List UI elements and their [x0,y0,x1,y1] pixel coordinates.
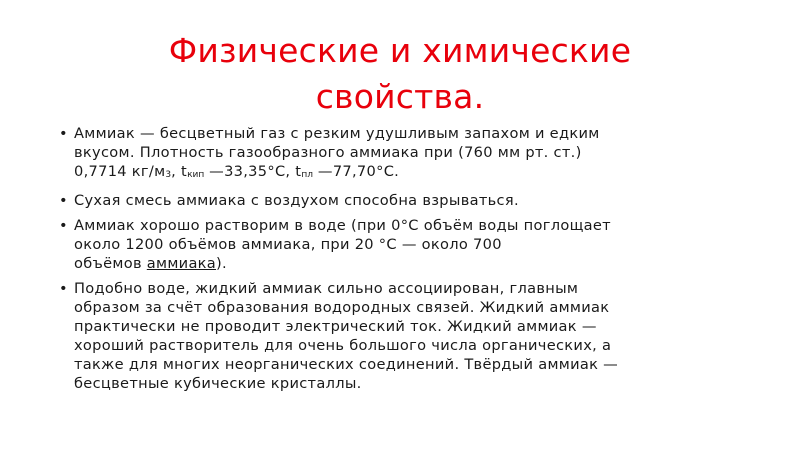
bullet-marker: • [59,192,68,209]
bullet-text-line [74,254,748,273]
bullet-text-line: бесцветные кубические кристаллы. [74,375,362,392]
bullet-marker: • [59,280,68,297]
melting-value: —77,70°C. [312,163,400,180]
melting-subscript: пл [301,170,313,180]
boiling-value: —33,35°C, t [204,163,302,180]
bullet-text-line: вкусом. Плотность газообразного аммиака при (760 мм рт. ст.) [74,144,582,161]
bullet-item-explosive [58,191,748,210]
slide-title [60,28,740,120]
bullet-marker: • [59,125,68,142]
bullet-text-line [74,162,748,185]
closing-paren: ). [216,255,227,272]
boiling-subscript: кип [187,170,205,180]
bullet-item-solubility [58,216,748,273]
bullet-text-line: около 1200 объёмов аммиака, при 20 °C — около 700 [74,236,502,253]
ammonia-link[interactable]: аммиака [146,255,217,272]
bullet-item-liquid-ammonia [58,279,748,393]
bullet-text-line: Сухая смесь аммиака с воздухом способна взрываться. [74,192,519,209]
bullet-list [58,124,748,399]
bullet-text-line: хороший растворитель для очень большого числа органических, а [74,337,612,354]
unit-subscript: 3 [165,170,172,180]
boiling-label: , t [171,163,188,180]
bullet-text-line: образом за счёт образования водородных связей. Жидкий аммиак [74,299,610,316]
density-value: 0,7714 кг/м [74,163,166,180]
bullet-text-line: Аммиак — бесцветный газ с резким удушливым запахом и едким [74,125,600,142]
slide-title-line-1: Физические и химические [168,31,632,70]
volumes-text: объёмов [74,255,147,272]
bullet-marker: • [59,217,68,234]
bullet-text-line: практически не проводит электрический ток. Жидкий аммиак — [74,318,597,335]
bullet-text-line: Аммиак хорошо растворим в воде (при 0°С объём воды поглощает [74,217,611,234]
bullet-text-line: Подобно воде, жидкий аммиак сильно ассоциирован, главным [74,280,579,297]
slide-title-line-2: свойства. [315,77,485,116]
bullet-item-properties [58,124,748,185]
bullet-text-line: также для многих неорганических соединений. Твёрдый аммиак — [74,356,619,373]
